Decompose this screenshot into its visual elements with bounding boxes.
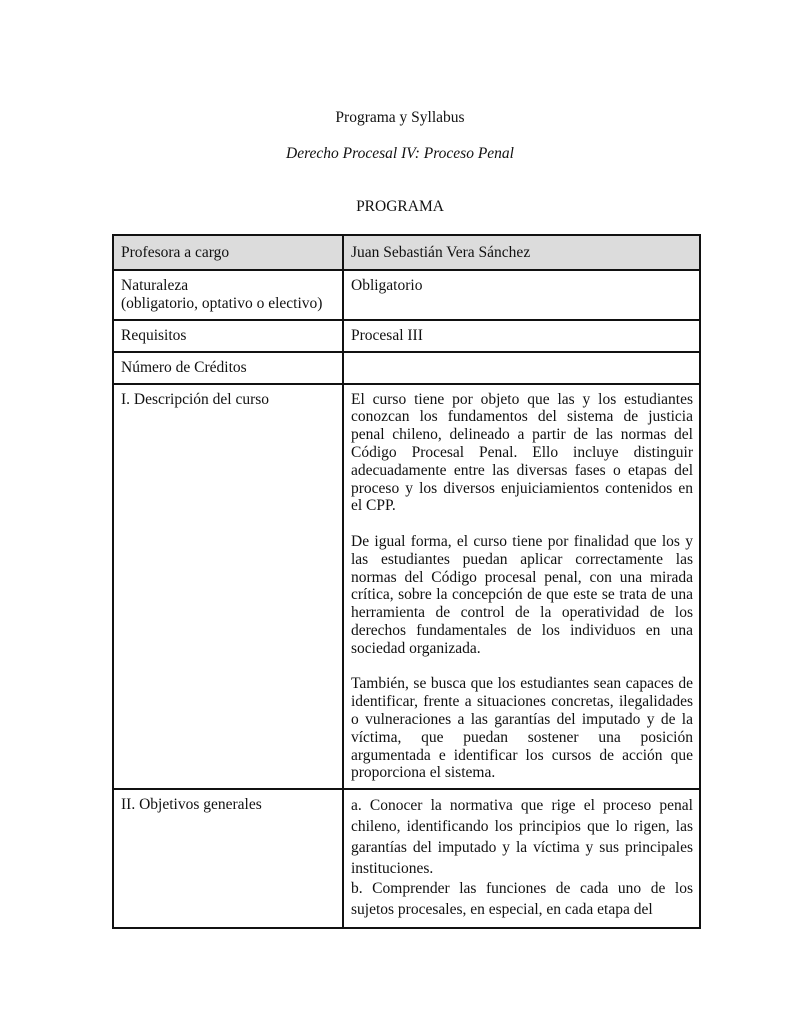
row-label: Profesora a cargo xyxy=(113,235,343,270)
table-row xyxy=(113,320,700,352)
row-label: I. Descripción del curso xyxy=(113,384,343,790)
row-value: Procesal III xyxy=(343,320,700,352)
general-objectives xyxy=(343,789,700,928)
row-label: Requisitos xyxy=(113,320,343,352)
row-label: II. Objetivos generales xyxy=(113,789,343,928)
objective-item: b. Comprender las funciones de cada uno de los sujetos procesales, en especial, en cada etapa del xyxy=(351,880,693,919)
program-table xyxy=(112,234,701,929)
section-heading: PROGRAMA xyxy=(356,198,444,215)
paragraph: También, se busca que los estudiantes sean capaces de identificar, frente a situaciones concretas, ilegalidades o vulneraciones a las garantías del imputado y de la víctima, que puedan sostener una posición argumentada e identificar los cursos de acción que proporciona el sistema. xyxy=(351,675,693,782)
table-row xyxy=(113,270,700,320)
row-value xyxy=(343,352,700,384)
table-row xyxy=(113,235,700,270)
table-row xyxy=(113,352,700,384)
table-row xyxy=(113,384,700,790)
row-value: Juan Sebastián Vera Sánchez xyxy=(343,235,700,270)
row-value: Obligatorio xyxy=(343,270,700,320)
document-title: Programa y Syllabus xyxy=(335,109,465,126)
row-label-sub: (obligatorio, optativo o electivo) xyxy=(121,294,323,312)
course-description xyxy=(343,384,700,790)
paragraph: El curso tiene por objeto que las y los estudiantes conozcan los fundamentos del sistema de justicia penal chileno, delineado a partir de las normas del Código Procesal Penal. Ello incluye distinguir adecuadamente entre las diversas fases o etapas del proceso y los diversos enjuiciamientos contenidos en el CPP. xyxy=(351,390,693,515)
paragraph: De igual forma, el curso tiene por finalidad que los y las estudiantes puedan aplicar correctamente las normas del Código procesal penal, con una mirada crítica, sobre la concepción de que este se trata de una herramienta de control de la operatividad de los derechos fundamentales de los individuos en una sociedad organizada. xyxy=(351,532,693,657)
row-label: Número de Créditos xyxy=(113,352,343,384)
table-row xyxy=(113,789,700,928)
course-subtitle: Derecho Procesal IV: Proceso Penal xyxy=(286,145,514,162)
row-label xyxy=(113,270,343,320)
objective-item: a. Conocer la normativa que rige el proceso penal chileno, identificando los principios que lo rigen, las garantías del imputado y la víctima y sus principales instituciones. xyxy=(351,797,693,877)
row-label-main: Naturaleza xyxy=(121,277,189,294)
